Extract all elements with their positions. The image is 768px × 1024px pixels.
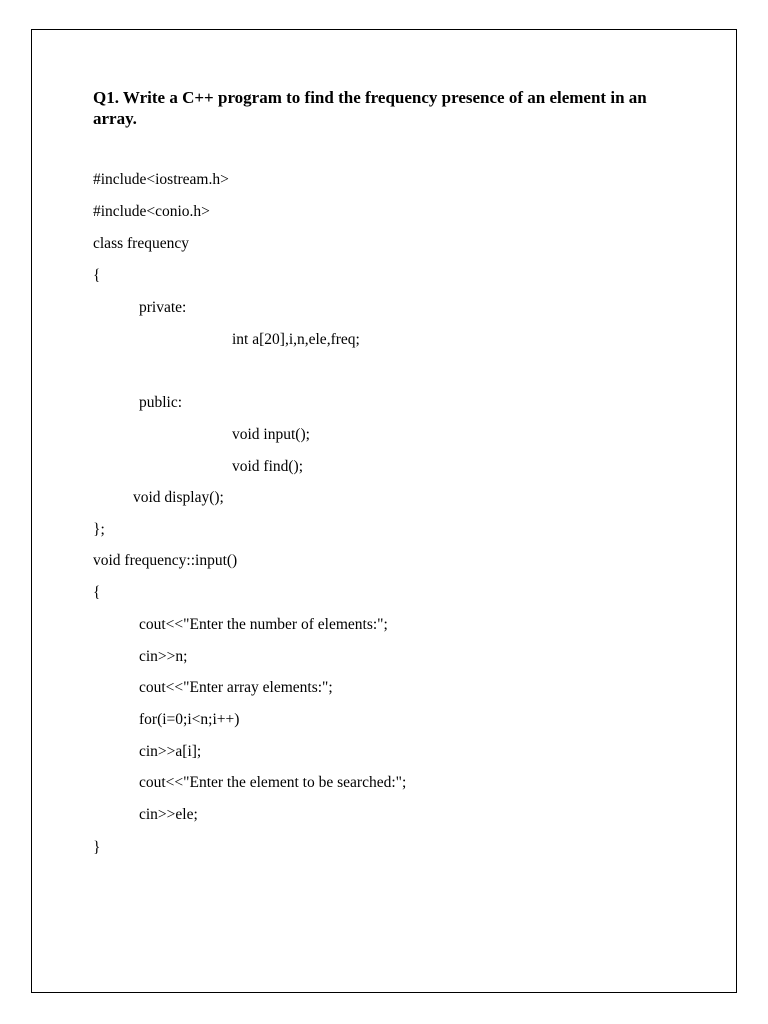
code-line: void input(); xyxy=(232,426,310,443)
code-line: }; xyxy=(93,521,105,538)
code-line: cout<<"Enter the number of elements:"; xyxy=(139,616,388,633)
code-line: cin>>a[i]; xyxy=(139,743,202,760)
code-line: void find(); xyxy=(232,458,304,475)
code-line: public: xyxy=(139,394,183,411)
code-line: class frequency xyxy=(93,235,189,252)
code-line: #include<iostream.h> xyxy=(93,171,229,188)
code-line: } xyxy=(93,839,101,856)
code-line: cout<<"Enter array elements:"; xyxy=(139,679,333,696)
code-line: for(i=0;i<n;i++) xyxy=(139,711,240,728)
code-line: #include<conio.h> xyxy=(93,203,210,220)
code-line: cin>>n; xyxy=(139,648,188,665)
code-line: { xyxy=(93,584,101,601)
code-line: { xyxy=(93,267,101,284)
code-line: void frequency::input() xyxy=(93,552,238,569)
code-line: void display(); xyxy=(133,489,224,506)
code-line: private: xyxy=(139,299,187,316)
code-line: cin>>ele; xyxy=(139,806,198,823)
code-line: int a[20],i,n,ele,freq; xyxy=(232,331,360,348)
code-line: cout<<"Enter the element to be searched:"; xyxy=(139,774,407,791)
question-heading: Q1. Write a C++ program to find the frequency presence of an element in an array. xyxy=(93,88,647,128)
